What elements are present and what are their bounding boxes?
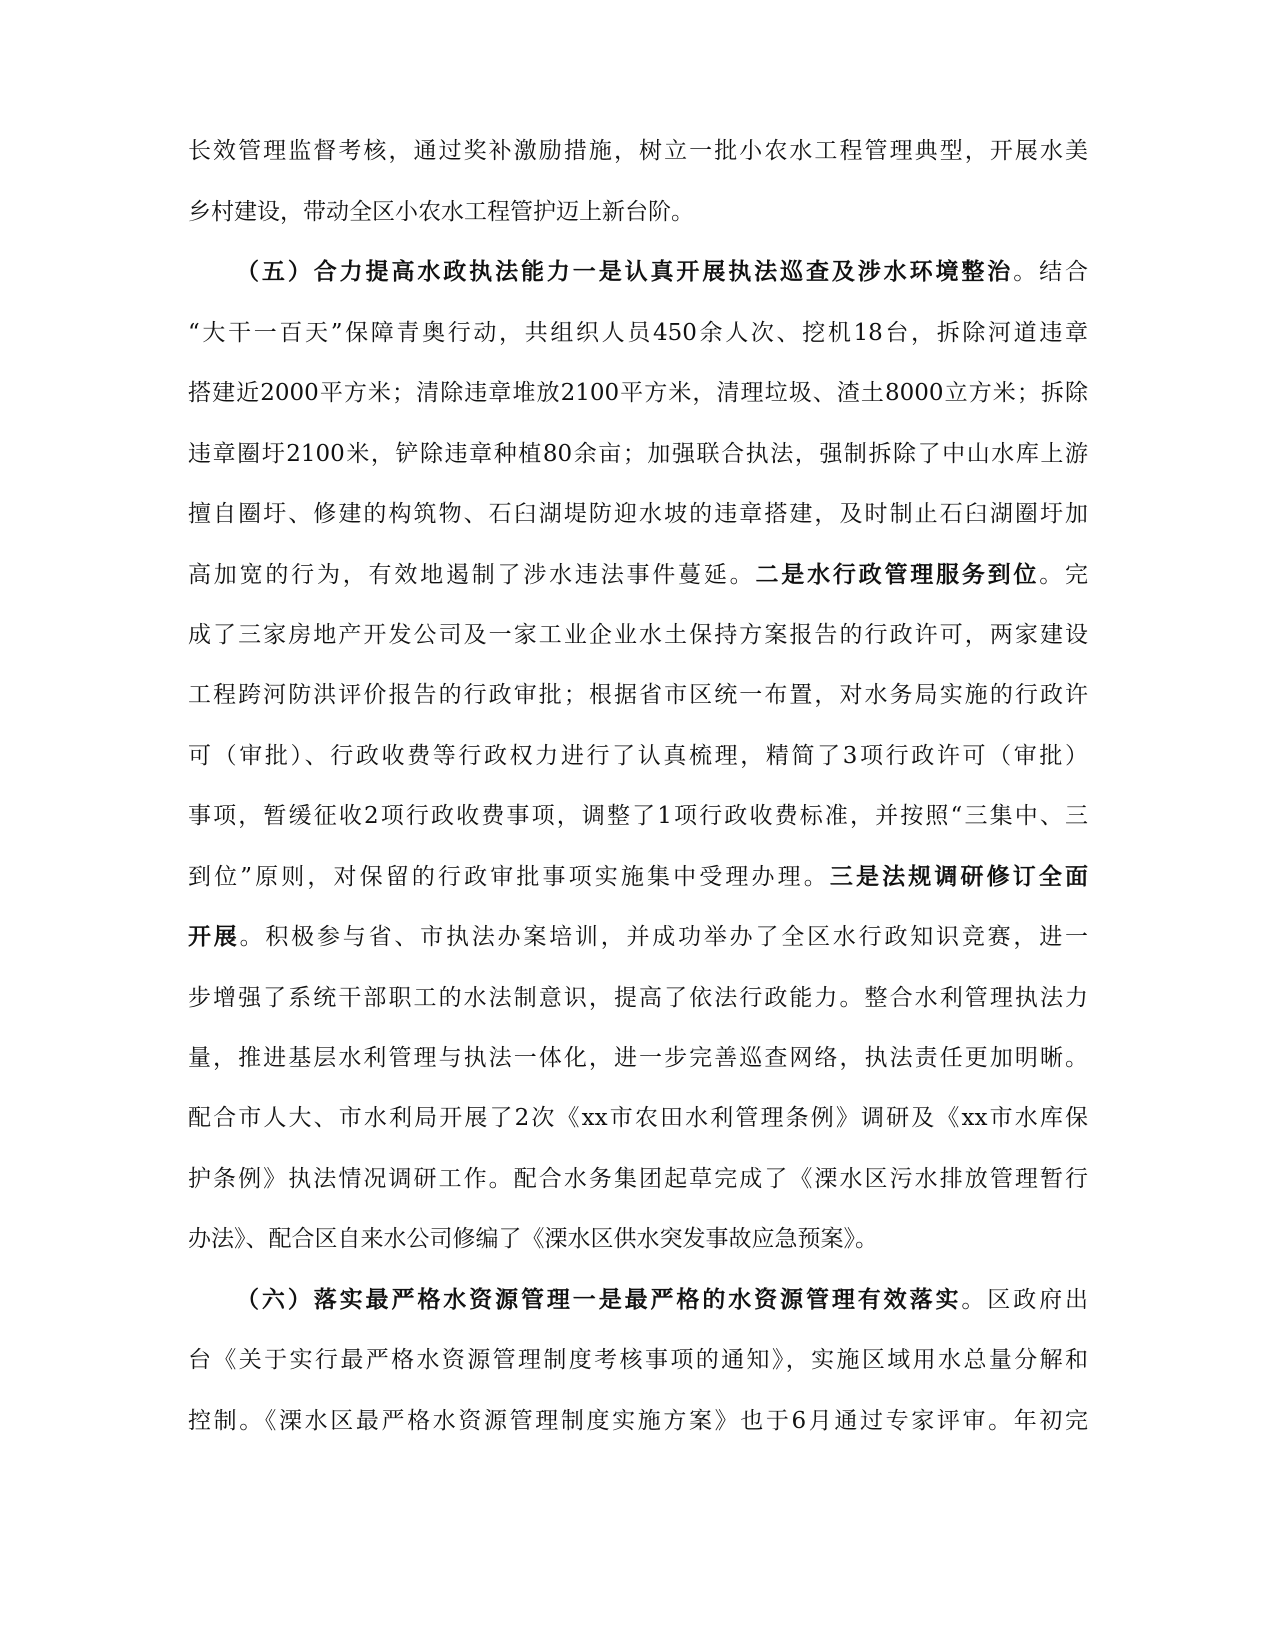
paragraph-line [188,1345,1088,1375]
text-segment: 可（审批）、行政收费等行政权力进行了认真梳理，精简了3项行政许可（审批） [188,743,1088,769]
text-segment: 量，推进基层水利管理与执法一体化，进一步完善巡查网络，执法责任更加明晰。 [188,1045,1088,1071]
text-segment: 高加宽的行为，有效地遏制了涉水违法事件蔓延。 [188,562,756,588]
bold-text-segment: 开展 [188,923,240,950]
text-segment: 控制。《溧水区最严格水资源管理制度实施方案》也于6月通过专家评审。年初完 [188,1408,1088,1434]
bold-text-segment: 三是法规调研修订全面 [829,863,1088,890]
paragraph-line [188,1164,1088,1194]
paragraph-line [188,741,1088,771]
section-heading-line [236,1285,1088,1315]
text-segment: “大干一百天”保障青奥行动，共组织人员450余人次、挖机18台，拆除河道违章 [188,320,1088,346]
paragraph-line [188,1103,1088,1133]
text-segment: 。积极参与省、市执法办案培训，并成功举办了全区水行政知识竞赛，进一 [239,924,1089,950]
paragraph-line [188,983,1088,1013]
bold-text-segment: 二是水行政管理服务到位 [755,561,1040,588]
paragraph-line [188,922,1088,952]
bold-text-segment: （六）落实最严格水资源管理一是最严格的水资源管理有效落实 [236,1286,962,1313]
text-segment: 配合市人大、市水利局开展了2次《xx市农田水利管理条例》调研及《xx市水库保 [188,1105,1088,1131]
text-segment: 。区政府出 [961,1287,1088,1313]
paragraph-line [188,499,1088,529]
paragraph-line [188,318,1088,348]
paragraph-line [188,801,1088,831]
paragraph-line [188,560,1088,590]
paragraph-line [188,1043,1088,1073]
text-segment: 违章圈圩2100米，铲除违章种植80余亩；加强联合执法，强制拆除了中山水库上游 [188,441,1088,467]
paragraph-line [188,620,1088,650]
section-heading-line [236,257,1088,287]
text-segment: 长效管理监督考核，通过奖补激励措施，树立一批小农水工程管理典型，开展水美 [188,138,1088,164]
text-segment: 事项，暂缓征收2项行政收费事项，调整了1项行政收费标准，并按照“三集中、三 [188,803,1088,829]
bold-text-segment: （五）合力提高水政执法能力一是认真开展执法巡查及涉水环境整治 [236,258,1014,285]
text-segment: 步增强了系统干部职工的水法制意识，提高了依法行政能力。整合水利管理执法力 [188,985,1088,1011]
text-segment: 工程跨河防洪评价报告的行政审批；根据省市区统一布置，对水务局实施的行政许 [188,682,1088,708]
paragraph-line [188,439,1088,469]
text-segment: 台《关于实行最严格水资源管理制度考核事项的通知》，实施区域用水总量分解和 [188,1347,1088,1373]
text-segment: 擅自圈圩、修建的构筑物、石臼湖堤防迎水坡的违章搭建，及时制止石臼湖圈圩加 [188,501,1088,527]
paragraph-line [188,862,1088,892]
text-segment: 护条例》执法情况调研工作。配合水务集团起草完成了《溧水区污水排放管理暂行 [188,1166,1088,1192]
text-segment: 乡村建设，带动全区小农水工程管护迈上新台阶。 [188,199,694,225]
text-segment: 办法》、配合区自来水公司修编了《溧水区供水突发事故应急预案》。 [188,1226,878,1252]
text-segment: 。结合 [1013,259,1088,285]
paragraph-line [188,680,1088,710]
text-segment: 成了三家房地产开发公司及一家工业企业水土保持方案报告的行政许可，两家建设 [188,622,1088,648]
paragraph-line [188,378,1088,408]
text-segment: 。完 [1039,562,1089,588]
paragraph-line [188,1406,1088,1436]
paragraph-line [188,197,1088,227]
text-segment: 到位”原则，对保留的行政审批事项实施集中受理办理。 [188,864,830,890]
paragraph-line [188,1224,1088,1254]
text-segment: 搭建近2000平方米；清除违章堆放2100平方米，清理垃圾、渣土8000立方米；拆除 [188,380,1088,406]
paragraph-line [188,136,1088,166]
